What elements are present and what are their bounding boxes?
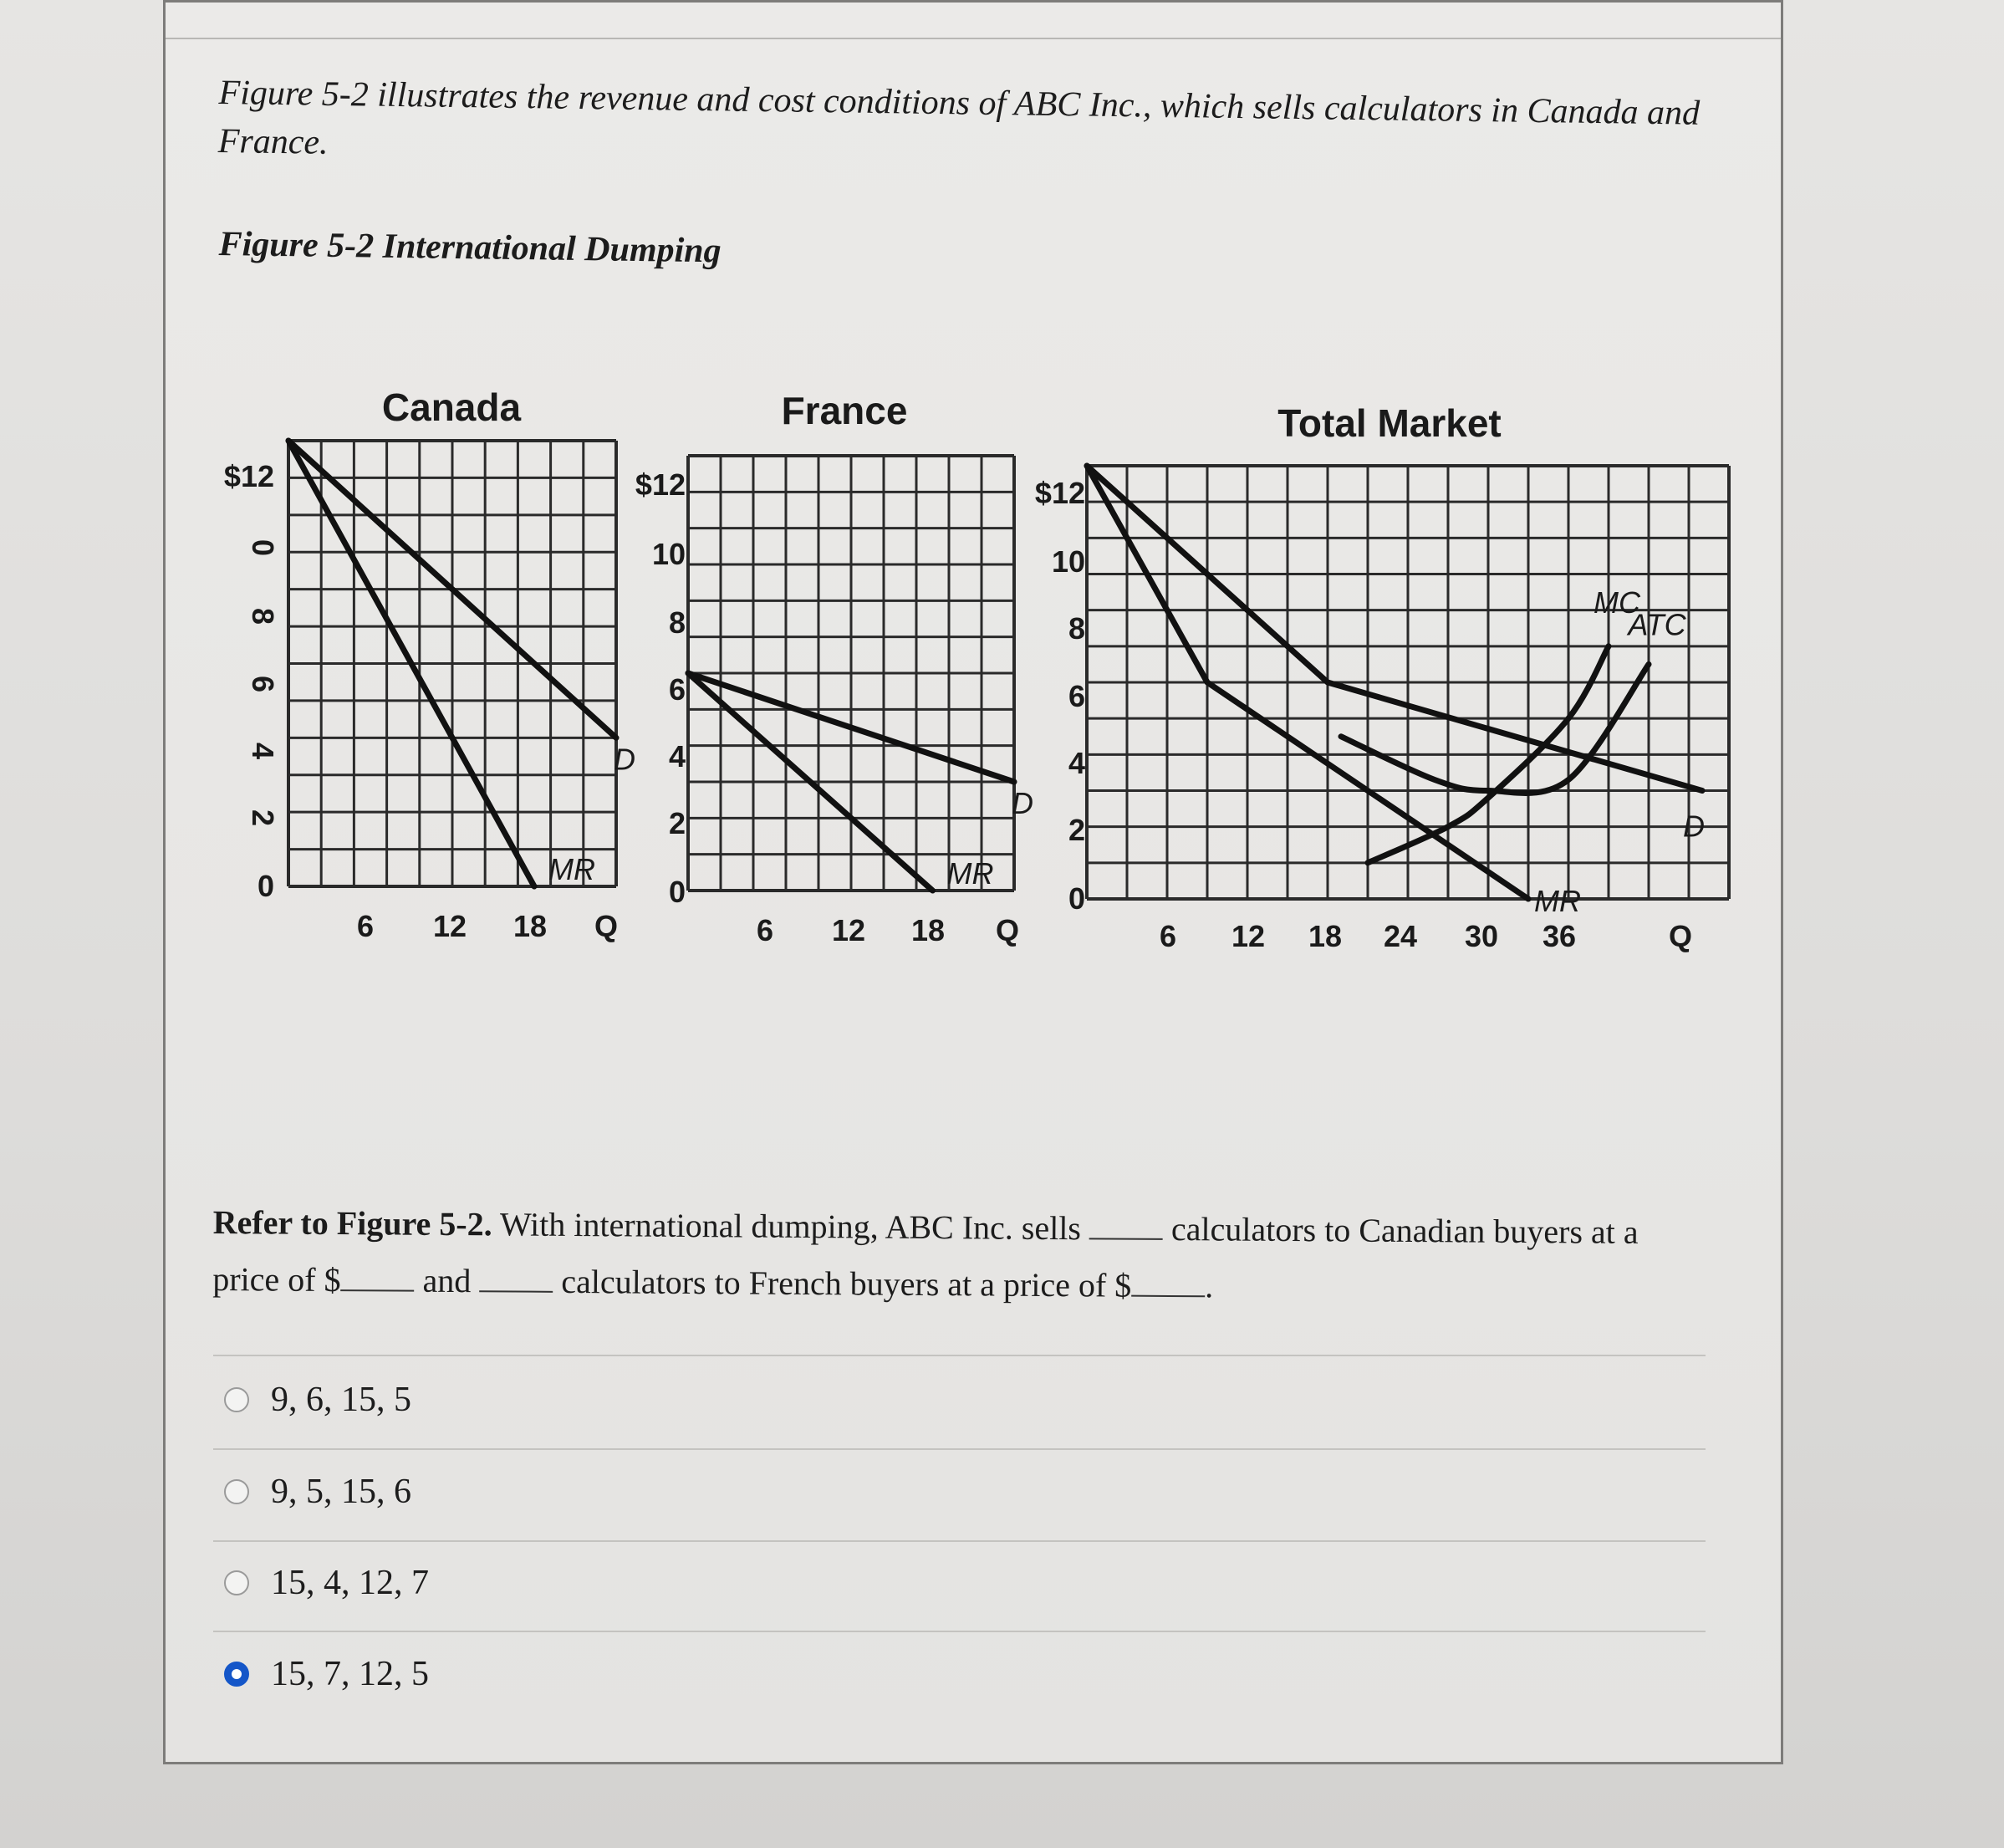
x-tick-label: 6	[756, 913, 774, 947]
answer-option-2[interactable]	[224, 1467, 411, 1517]
answer-option-3[interactable]	[224, 1558, 429, 1608]
y-tick-label: 8	[668, 605, 686, 640]
option-divider	[213, 1540, 1706, 1542]
y-tick-label: $12	[635, 467, 686, 502]
curve-label: MC	[1594, 585, 1640, 620]
y-tick-label: 10	[651, 537, 686, 571]
stem-part-2: calculators to Canadian buyers at a price of $	[212, 1209, 1639, 1299]
answer-option-label: 15, 4, 12, 7	[271, 1564, 429, 1602]
y-tick-label: 10	[1051, 544, 1085, 579]
x-tick-label: 6	[356, 909, 375, 943]
y-tick-label: 4	[668, 739, 686, 773]
x-tick-label: 18	[910, 913, 946, 947]
x-tick-label: Q	[594, 909, 619, 943]
x-tick-label: 30	[1464, 919, 1499, 953]
blank-3	[479, 1262, 553, 1293]
answer-option-label: 9, 5, 15, 6	[271, 1473, 411, 1511]
y-tick-label: 0	[246, 539, 280, 557]
y-tick-label: 0	[668, 875, 686, 909]
y-tick-label: 6	[1068, 679, 1085, 713]
y-tick-label: 4	[246, 742, 280, 760]
y-tick-label: 6	[246, 675, 280, 693]
x-tick-label: 36	[1542, 919, 1577, 953]
answer-option-label: 15, 7, 12, 5	[271, 1655, 429, 1693]
stem-part-1: With international dumping, ABC Inc. sells	[492, 1205, 1090, 1248]
y-tick-label: 8	[1068, 611, 1085, 646]
y-tick-label: 2	[246, 809, 280, 827]
x-tick-label: 6	[1159, 919, 1177, 953]
y-tick-label: 0	[257, 869, 274, 903]
y-tick-label: 6	[668, 672, 686, 707]
answer-option-label: 9, 6, 15, 5	[271, 1381, 411, 1419]
curve-label: MR	[1534, 884, 1581, 918]
figure-title: Figure 5-2 International Dumping	[218, 224, 722, 271]
radio-button-icon[interactable]	[224, 1662, 249, 1687]
y-tick-label: $12	[223, 459, 274, 493]
y-tick-label: 0	[1068, 881, 1085, 916]
stem-part-5: .	[1205, 1267, 1214, 1305]
x-tick-label: 12	[831, 913, 866, 947]
blank-2	[340, 1261, 414, 1292]
radio-button-icon[interactable]	[224, 1479, 249, 1504]
blank-1	[1089, 1209, 1163, 1240]
curve-label: MR	[548, 852, 595, 886]
curve-label: ATC	[1628, 607, 1686, 642]
radio-button-icon[interactable]	[224, 1387, 249, 1412]
radio-button-icon[interactable]	[224, 1570, 249, 1595]
answer-option-1[interactable]	[224, 1375, 411, 1425]
chart-title: Canada	[381, 385, 522, 429]
question-stem	[212, 1194, 1685, 1318]
refer-text: Refer to Figure 5-2.	[212, 1202, 492, 1243]
y-tick-label: 2	[1068, 813, 1085, 847]
y-tick-label: 8	[246, 607, 280, 625]
intro-text: Figure 5-2 illustrates the revenue and cost conditions of ABC Inc., which sells calculators in Canada and France.	[217, 73, 1701, 162]
option-divider	[213, 1631, 1706, 1632]
option-divider	[213, 1448, 1706, 1450]
option-divider	[213, 1355, 1706, 1356]
y-tick-label: 2	[668, 806, 686, 840]
x-tick-label: 24	[1383, 919, 1418, 953]
answer-option-4[interactable]	[224, 1649, 429, 1699]
y-tick-label: 4	[1068, 746, 1085, 780]
y-tick-label: $12	[1034, 476, 1085, 510]
x-tick-label: 18	[1308, 919, 1343, 953]
x-tick-label: 12	[432, 909, 467, 943]
stem-part-3: and	[414, 1261, 480, 1300]
x-tick-label: 18	[512, 909, 548, 943]
x-tick-label: Q	[1668, 919, 1693, 953]
curve-label: D	[1012, 786, 1033, 820]
x-tick-label: 12	[1231, 919, 1266, 953]
x-tick-label: Q	[995, 913, 1020, 947]
curve-label: D	[1683, 809, 1705, 844]
stem-part-4: calculators to French buyers at a price of $	[553, 1262, 1132, 1304]
chart-title: Total Market	[1277, 401, 1502, 445]
curve-label: MR	[946, 856, 994, 891]
curve-label: D	[614, 742, 635, 777]
chart-title: France	[781, 389, 908, 432]
blank-4	[1131, 1267, 1205, 1298]
